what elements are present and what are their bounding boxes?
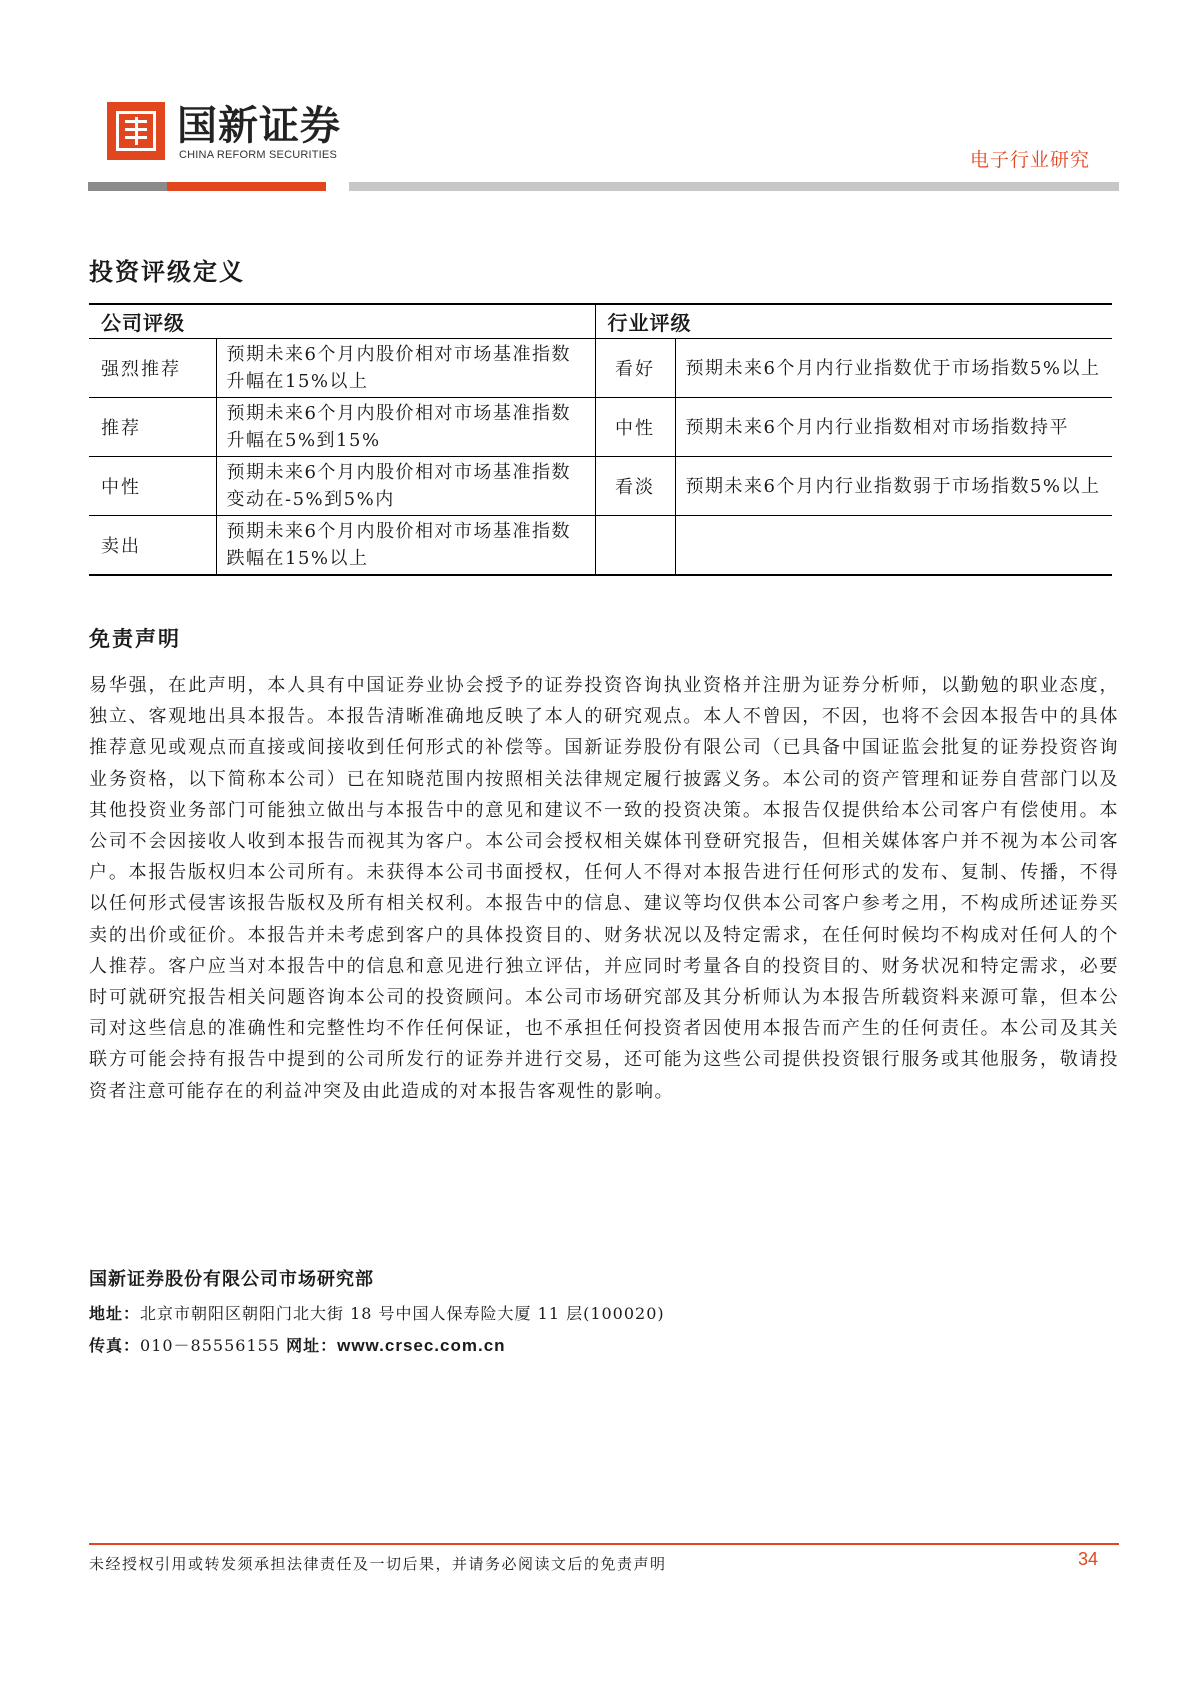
industry-rating-header: 行业评级 (595, 304, 1112, 339)
company-rating-desc: 预期未来6个月内股价相对市场基准指数升幅在15%以上 (216, 339, 595, 398)
industry-rating: 中性 (595, 398, 675, 457)
company-rating-desc: 预期未来6个月内股价相对市场基准指数跌幅在15%以上 (216, 516, 595, 576)
industry-rating: 看好 (595, 339, 675, 398)
website-label: 网址： (286, 1336, 338, 1355)
company-rating-desc: 预期未来6个月内股价相对市场基准指数升幅在5%到15% (216, 398, 595, 457)
table-row (89, 516, 1112, 576)
industry-rating-desc: 预期未来6个月内行业指数相对市场指数持平 (675, 398, 1112, 457)
disclaimer-title: 免责声明 (89, 626, 181, 651)
company-logo-icon (107, 102, 165, 160)
page-title: 投资评级定义 (89, 257, 245, 286)
page-number: 34 (1078, 1549, 1099, 1569)
company-rating: 推荐 (89, 398, 216, 457)
industry-rating: 看淡 (595, 457, 675, 516)
table-header-row (89, 304, 1112, 339)
table-row (89, 457, 1112, 516)
company-rating: 强烈推荐 (89, 339, 216, 398)
section-tag: 电子行业研究 (970, 149, 1091, 171)
header-divider-red (167, 182, 326, 191)
company-department-name: 国新证券股份有限公司市场研究部 (89, 1269, 374, 1290)
website-link[interactable]: www.crsec.com.cn (337, 1336, 506, 1355)
fax-label: 传真： (89, 1336, 141, 1355)
address-label: 地址： (89, 1304, 141, 1323)
company-rating: 卖出 (89, 516, 216, 576)
fax-value: 010－85556155 (140, 1336, 280, 1355)
company-rating: 中性 (89, 457, 216, 516)
header-divider-light (349, 182, 1119, 191)
industry-rating-desc: 预期未来6个月内行业指数优于市场指数5%以上 (675, 339, 1112, 398)
industry-rating (595, 516, 675, 576)
industry-rating-desc: 预期未来6个月内行业指数弱于市场指数5%以上 (675, 457, 1112, 516)
company-address (89, 1301, 665, 1324)
rating-definition-table (89, 303, 1112, 576)
logo-chinese-name: 国新证券 (177, 103, 341, 149)
footer-notice: 未经授权引用或转发须承担法律责任及一切后果，并请务必阅读文后的免责声明 (89, 1555, 667, 1573)
company-contact (89, 1333, 506, 1356)
industry-rating-desc (675, 516, 1112, 576)
disclaimer-body: 易华强，在此声明，本人具有中国证券业协会授予的证券投资咨询执业资格并注册为证券分析师，以勤勉的职业态度，独立、客观地出具本报告。本报告清晰准确地反映了本人的研究观点。本人不曾因，不因，也将不会因本报告中的具体推荐意见或观点而直接或间接收到任何形式的补偿等。国新证券股份有限公司（已具备中国证监会批复的证券投资咨询业务资格，以下简称本公司）已在知晓范围内按照相关法律规定履行披露义务。本公司的资产管理和证券自营部门以及其他投资业务部门可能独立做出与本报告中的意见和建议不一致的投资决策。本报告仅提供给本公司客户有偿使用。本公司不会因接收人收到本报告而视其为客户。本公司会授权相关媒体刊登研究报告，但相关媒体客户并不视为本公司客户。本报告版权归本公司所有。未获得本公司书面授权，任何人不得对本报告进行任何形式的发布、复制、传播，不得以任何形式侵害该报告版权及所有相关权利。本报告中的信息、建议等均仅供本公司客户参考之用，不构成所述证券买卖的出价或征价。本报告并未考虑到客户的具体投资目的、财务状况以及特定需求，在任何时候均不构成对任何人的个人推荐。客户应当对本报告中的信息和意见进行独立评估，并应同时考量各自的投资目的、财务状况和特定需求，必要时可就研究报告相关问题咨询本公司的投资顾问。本公司市场研究部及其分析师认为本报告所载资料来源可靠，但本公司对这些信息的准确性和完整性均不作任何保证，也不承担任何投资者因使用本报告而产生的任何责任。本公司及其关联方可能会持有报告中提到的公司所发行的证券并进行交易，还可能为这些公司提供投资银行服务或其他服务，敬请投资者注意可能存在的利益冲突及由此造成的对本报告客观性的影响。 (89, 675, 1119, 1102)
table-row (89, 339, 1112, 398)
table-row (89, 398, 1112, 457)
logo-english-name: CHINA REFORM SECURITIES (179, 149, 338, 161)
company-rating-header: 公司评级 (89, 304, 595, 339)
address-value: 北京市朝阳区朝阳门北大街 18 号中国人保寿险大厦 11 层(100020) (140, 1304, 665, 1323)
footer-divider (89, 1543, 1119, 1545)
header-divider-gray (88, 182, 167, 191)
company-rating-desc: 预期未来6个月内股价相对市场基准指数变动在-5%到5%内 (216, 457, 595, 516)
